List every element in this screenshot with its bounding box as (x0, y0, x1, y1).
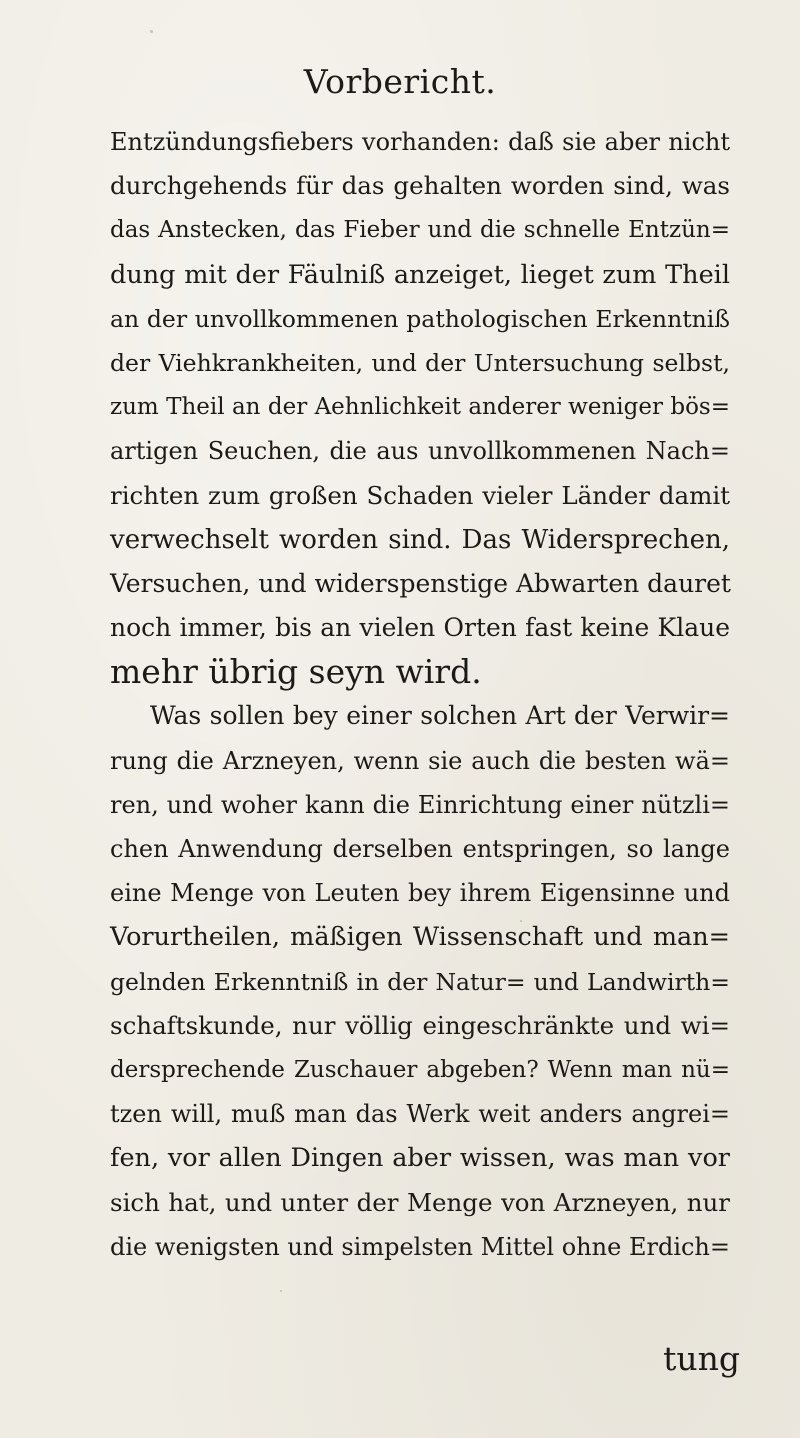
text-line: eine Menge von Leuten bey ihrem Eigensinne und (110, 879, 730, 908)
text-line: sich hat, und unter der Menge von Arzneyen, nur (110, 1187, 730, 1217)
text-line: noch immer, bis an vielen Orten fast keine Klaue (110, 613, 730, 643)
text-line: richten zum großen Schaden vieler Länder damit (110, 480, 730, 510)
text-line: das Anstecken, das Fieber und die schnelle Entzün= (110, 217, 730, 244)
text-line: rung die Arzneyen, wenn sie auch die besten wä= (110, 746, 730, 775)
text-line: verwechselt worden sind. Das Widersprechen, (110, 524, 730, 555)
running-head: Vorbericht. (303, 62, 497, 101)
catchword: tung (663, 1339, 740, 1378)
text-line: Entzündungsfiebers vorhanden: daß sie aber nicht (110, 128, 730, 156)
text-line: fen, vor allen Dingen aber wissen, was man vor (110, 1143, 730, 1174)
text-line: Was sollen bey einer solchen Art der Verwir= (150, 701, 730, 731)
text-line: dung mit der Fäulniß anzeiget, lieget zum Theil (110, 259, 730, 290)
text-line: die wenigsten und simpelsten Mittel ohne Erdich= (110, 1232, 730, 1261)
text-line: ren, und woher kann die Einrichtung einer nützli= (110, 790, 730, 819)
text-line: an der unvollkommenen pathologischen Erkenntniß (110, 304, 730, 333)
text-line: dersprechende Zuschauer abgeben? Wenn man nü= (110, 1056, 730, 1083)
text-line: Vorurtheilen, mäßigen Wissenschaft und man= (110, 922, 730, 953)
text-line: artigen Seuchen, die aus unvollkommenen Nach= (110, 437, 730, 466)
text-line: schaftskunde, nur völlig eingeschränkte und wi= (110, 1010, 730, 1040)
text-line: chen Anwendung derselben entspringen, so lange (110, 835, 730, 863)
text-line: mehr übrig seyn wird. (110, 652, 482, 692)
paper-speck (520, 920, 522, 922)
text-line: zum Theil an der Aehnlichkeit anderer weniger bös= (110, 394, 730, 421)
text-line: gelnden Erkenntniß in der Natur= und Landwirth= (110, 967, 730, 996)
text-line: tzen will, muß man das Werk weit anders angrei= (110, 1100, 730, 1129)
text-line: durchgehends für das gehalten worden sind, was (110, 171, 730, 201)
paper-speck (690, 1360, 692, 1362)
text-line: Versuchen, und widerspenstige Abwarten dauret (110, 568, 731, 598)
paper-speck (280, 1290, 282, 1292)
body-text (110, 120, 730, 1269)
text-line: der Viehkrankheiten, und der Untersuchung selbst, (110, 348, 730, 377)
paper-speck (150, 30, 153, 33)
